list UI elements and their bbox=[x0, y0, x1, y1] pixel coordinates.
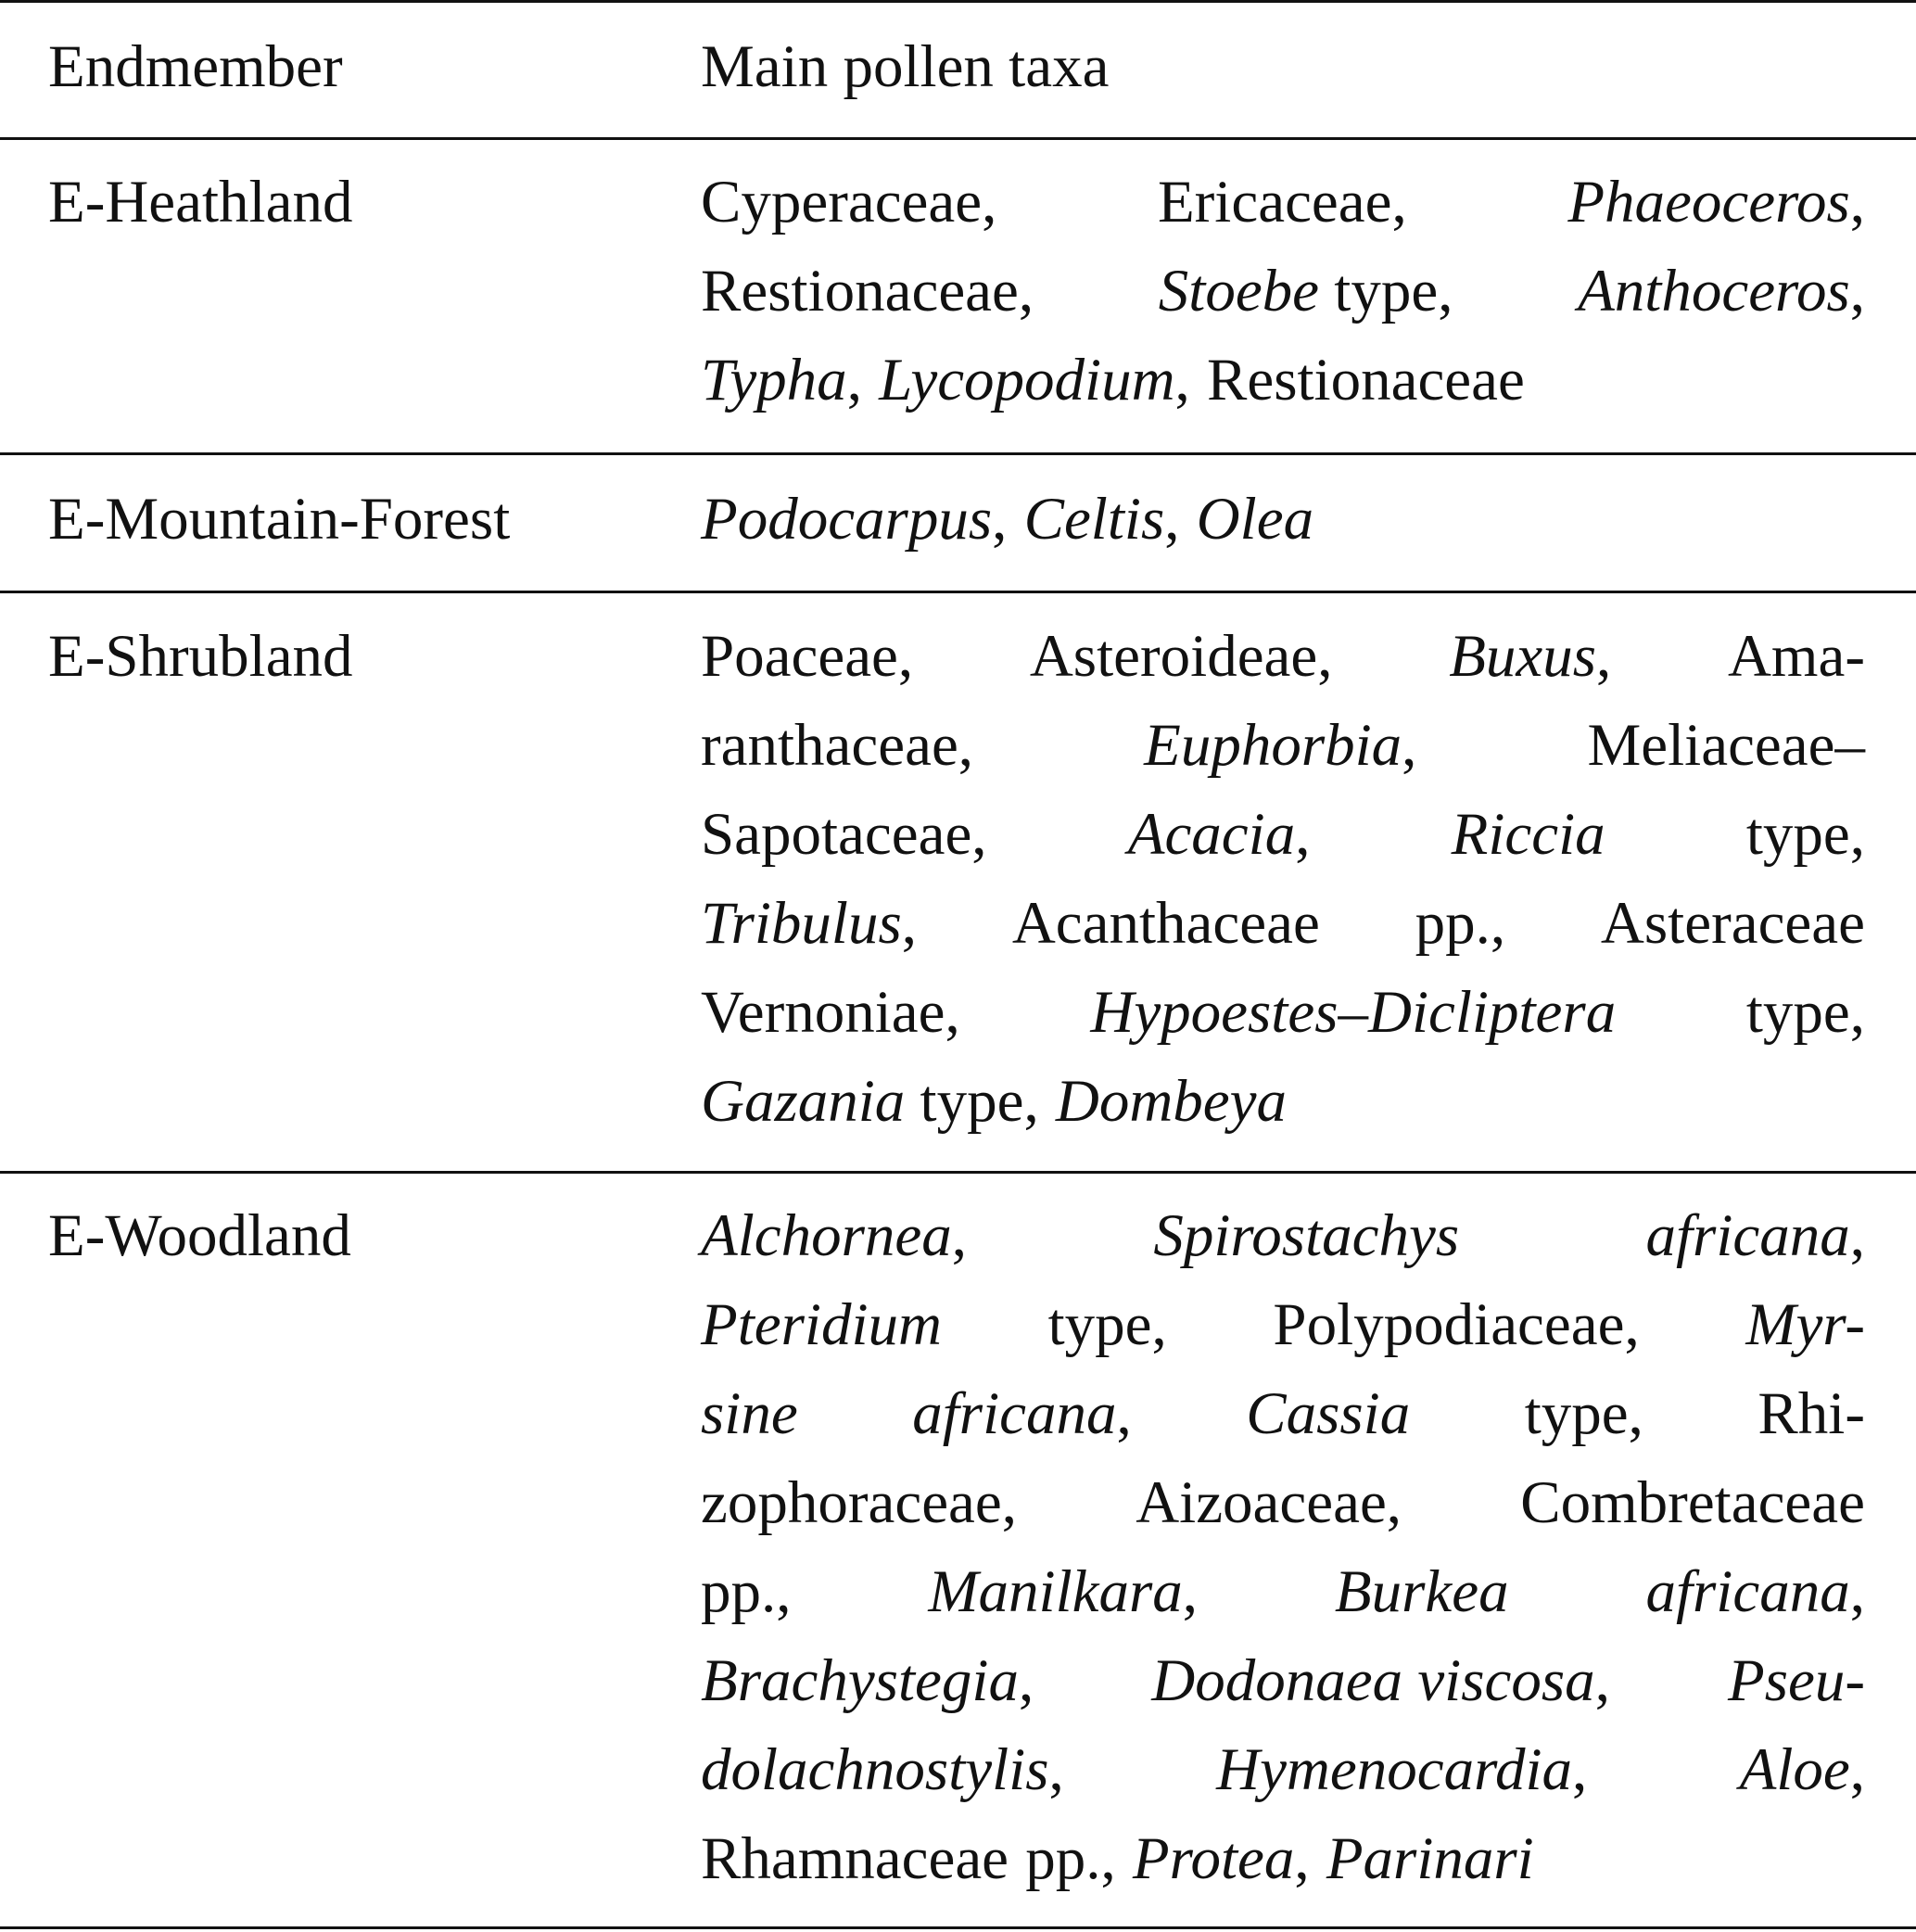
row-name-mountain-forest: E-Mountain-Forest bbox=[48, 486, 511, 553]
header-taxa: Main pollen taxa bbox=[701, 33, 1110, 100]
taxa-word: Celtis, bbox=[1023, 486, 1180, 553]
taxa-word: Aizoaceae, bbox=[1136, 1469, 1402, 1536]
taxa-word: Aloe, bbox=[1739, 1736, 1865, 1803]
taxa-word: dolachnostylis, bbox=[701, 1736, 1064, 1803]
taxa-word: Tribulus, bbox=[701, 890, 918, 957]
taxa-word: Parinari bbox=[1326, 1825, 1534, 1892]
taxa-word: zophoraceae, bbox=[701, 1469, 1017, 1536]
taxa-word: Pteridium bbox=[701, 1291, 942, 1358]
taxa-word: Asteroideae, bbox=[1029, 623, 1333, 690]
taxa-word: Restionaceae bbox=[1206, 347, 1525, 413]
taxa-word: Poaceae, bbox=[701, 623, 914, 690]
row-name-shrubland: E-Shrubland bbox=[48, 623, 353, 690]
taxa-word: Myr- bbox=[1745, 1291, 1865, 1358]
taxa-word: Phaeoceros, bbox=[1567, 169, 1865, 235]
taxa-line bbox=[701, 1191, 1865, 1280]
taxa-word: Dodonaea viscosa, bbox=[1151, 1647, 1610, 1714]
taxa-line bbox=[701, 475, 1865, 564]
taxa-word: Gazania type, bbox=[701, 1068, 1039, 1135]
row-taxa-mountain-forest bbox=[701, 475, 1865, 564]
taxa-word: type, bbox=[1047, 1291, 1167, 1358]
taxa-line bbox=[701, 1814, 1865, 1903]
row-taxa-shrubland bbox=[701, 612, 1865, 1146]
taxa-word: Manilkara, bbox=[928, 1558, 1199, 1625]
taxa-line bbox=[701, 701, 1865, 790]
taxa-word: africana, bbox=[1645, 1202, 1865, 1269]
taxa-word: Dombeya bbox=[1055, 1068, 1287, 1135]
row-taxa-heathland bbox=[701, 158, 1865, 425]
taxa-line bbox=[701, 1636, 1865, 1725]
taxa-word: Anthoceros, bbox=[1578, 258, 1865, 324]
taxa-word: Restionaceae, bbox=[701, 258, 1034, 324]
taxa-word: Olea bbox=[1196, 486, 1314, 553]
taxa-word: Combretaceae bbox=[1520, 1469, 1865, 1536]
taxa-word: Rhamnaceae bbox=[701, 1825, 1009, 1892]
bottom-rule bbox=[0, 1926, 1916, 1929]
taxa-line bbox=[701, 336, 1865, 425]
taxa-line bbox=[701, 1280, 1865, 1369]
taxa-line bbox=[701, 1369, 1865, 1458]
taxa-line bbox=[701, 1725, 1865, 1814]
taxa-line bbox=[701, 1057, 1865, 1146]
taxa-word: Buxus, bbox=[1449, 623, 1612, 690]
taxa-line bbox=[701, 158, 1865, 247]
taxa-word: Brachystegia, bbox=[701, 1647, 1034, 1714]
row-name-heathland: E-Heathland bbox=[48, 169, 353, 235]
taxa-line bbox=[701, 790, 1865, 879]
taxa-word: Pseu- bbox=[1728, 1647, 1865, 1714]
taxa-word: Acanthaceae bbox=[1011, 890, 1320, 957]
taxa-word: ranthaceae, bbox=[701, 712, 974, 779]
taxa-word: Burkea bbox=[1334, 1558, 1509, 1625]
taxa-word: pp., bbox=[701, 1558, 792, 1625]
taxa-word: Riccia bbox=[1451, 801, 1605, 868]
header-rule bbox=[0, 137, 1916, 140]
taxa-word: africana, bbox=[1645, 1558, 1865, 1625]
taxa-word: Cassia bbox=[1246, 1380, 1411, 1447]
header-endmember: Endmember bbox=[48, 33, 343, 100]
taxa-word: Meliaceae– bbox=[1587, 712, 1865, 779]
taxa-word: Cyperaceae, bbox=[701, 169, 997, 235]
taxa-word: Podocarpus, bbox=[701, 486, 1008, 553]
taxa-word: pp., bbox=[1025, 1825, 1116, 1892]
taxa-word: Sapotaceae, bbox=[701, 801, 987, 868]
taxa-word: type, bbox=[1745, 979, 1865, 1046]
taxa-word: Asteraceae bbox=[1600, 890, 1865, 957]
taxa-word: Hypoestes–Dicliptera bbox=[1090, 979, 1617, 1046]
taxa-word: Stoebe type, bbox=[1158, 258, 1453, 324]
row-taxa-woodland bbox=[701, 1191, 1865, 1903]
taxa-word: Ericaceae, bbox=[1157, 169, 1407, 235]
taxa-word: pp., bbox=[1415, 890, 1506, 957]
taxa-line bbox=[701, 247, 1865, 336]
taxa-word: Acacia, bbox=[1127, 801, 1311, 868]
taxa-line bbox=[701, 1458, 1865, 1547]
row-rule-2 bbox=[0, 591, 1916, 593]
taxa-line bbox=[701, 879, 1865, 968]
row-name-woodland: E-Woodland bbox=[48, 1202, 351, 1269]
taxa-word: Alchornea, bbox=[701, 1202, 968, 1269]
taxa-word: type, bbox=[1524, 1380, 1643, 1447]
taxa-word: Typha, bbox=[701, 347, 862, 413]
taxa-line bbox=[701, 968, 1865, 1057]
taxa-line bbox=[701, 1547, 1865, 1636]
taxa-word: Euphorbia, bbox=[1144, 712, 1417, 779]
taxa-word: Lycopodium, bbox=[879, 347, 1190, 413]
taxa-word: Hymenocardia, bbox=[1216, 1736, 1588, 1803]
row-rule-3 bbox=[0, 1171, 1916, 1174]
taxa-word: type, bbox=[1745, 801, 1865, 868]
taxa-word: Spirostachys bbox=[1153, 1202, 1460, 1269]
top-rule bbox=[0, 0, 1916, 3]
taxa-word: Protea, bbox=[1132, 1825, 1310, 1892]
row-rule-1 bbox=[0, 452, 1916, 455]
taxa-word: africana, bbox=[912, 1380, 1132, 1447]
taxa-line bbox=[701, 612, 1865, 701]
taxa-word: Polypodiaceae, bbox=[1273, 1291, 1640, 1358]
taxa-word: Vernoniae, bbox=[701, 979, 960, 1046]
taxa-word: Ama- bbox=[1727, 623, 1865, 690]
taxa-word: sine bbox=[701, 1380, 798, 1447]
taxa-word: Rhi- bbox=[1757, 1380, 1865, 1447]
